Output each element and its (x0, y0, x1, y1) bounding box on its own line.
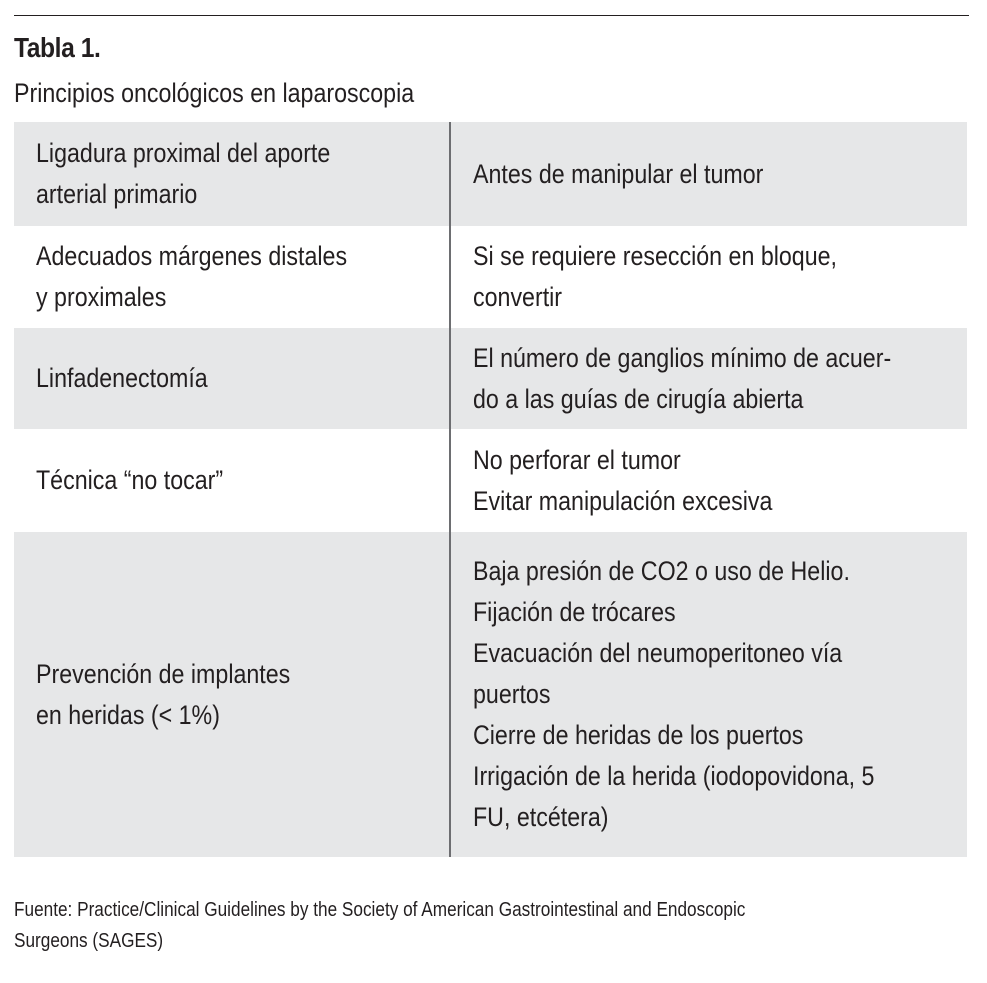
detail-cell (450, 429, 967, 532)
table-row (14, 226, 967, 328)
principle-cell (14, 429, 450, 532)
table-subtitle: Principios oncológicos en laparoscopia (14, 78, 415, 108)
principle-cell (14, 328, 450, 429)
detail-text: No perforar el tumor Evitar manipulación excesiva (473, 444, 773, 516)
principle-cell (14, 532, 450, 857)
principle-text: Adecuados márgenes distales y proximales (36, 241, 348, 312)
table-title: Tabla 1. (14, 32, 101, 63)
detail-text: El número de ganglios mínimo de acuer- do a las guías de cirugía abierta (473, 342, 892, 414)
detail-cell (450, 532, 967, 857)
principles-table (14, 122, 967, 857)
source-note: Fuente: Practice/Clinical Guidelines by the Society of American Gastrointestinal and Endoscopic Surgeons (SAGES) (14, 899, 746, 952)
principle-cell (14, 226, 450, 328)
column-divider (449, 122, 451, 857)
top-rule (14, 15, 969, 16)
detail-text: Si se requiere resección en bloque, convertir (473, 241, 838, 312)
principle-text: Prevención de implantes en heridas (< 1%) (36, 658, 291, 730)
table-row (14, 122, 967, 226)
principle-cell (14, 122, 450, 226)
table-row (14, 429, 967, 532)
detail-cell (450, 226, 967, 328)
table-row (14, 532, 967, 857)
detail-text: Baja presión de CO2 o uso de Helio. Fijación de trócares Evacuación del neumoperitoneo vía puertos Cierre de heridas de los puertos Irrigación de la herida (iodopovidona, 5 FU, etcétera) (473, 556, 875, 832)
principle-text: Técnica “no tocar” (36, 465, 224, 495)
detail-text: Antes de manipular el tumor (473, 158, 764, 189)
table-row (14, 328, 967, 429)
detail-cell (450, 328, 967, 429)
detail-cell (450, 122, 967, 226)
principle-text: Linfadenectomía (36, 363, 208, 393)
principle-text: Ligadura proximal del aporte arterial primario (36, 138, 331, 209)
